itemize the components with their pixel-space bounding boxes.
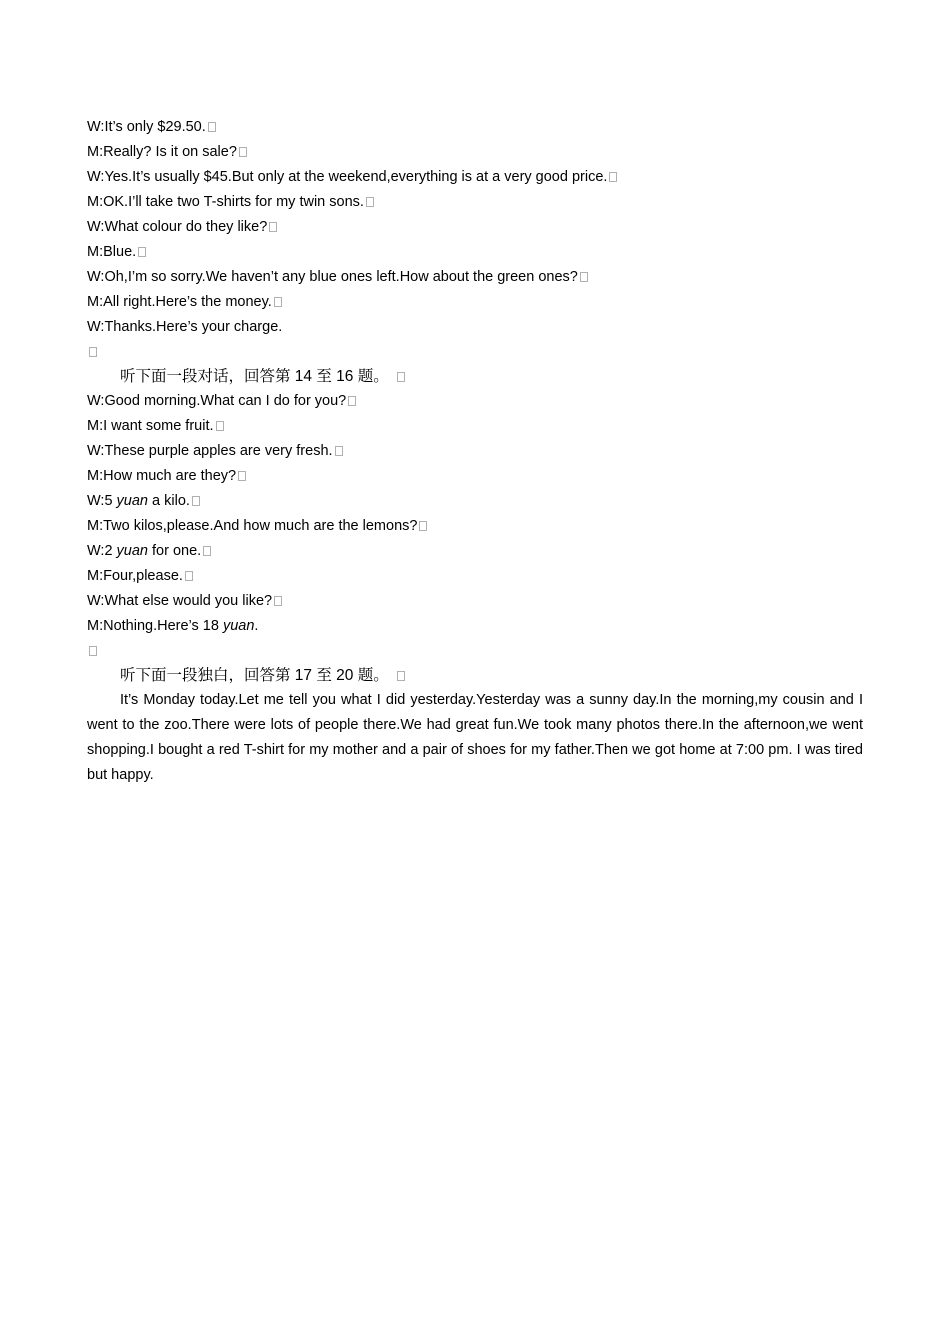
dialogue-line: W:It’s only $29.50.: [87, 115, 863, 140]
section-heading: 听下面一段独白，回答第 17 至 20 题。: [87, 663, 863, 688]
placeholder-box-icon: [274, 297, 282, 307]
placeholder-box-icon: [208, 122, 216, 132]
dialogue-line: M:Nothing.Here’s 18 yuan.: [87, 618, 259, 634]
dialogue-line: W:2 yuan for one.: [87, 539, 863, 564]
empty-line: [87, 340, 863, 364]
document-body: [87, 115, 863, 788]
dialogue-line: W:What else would you like?: [87, 589, 863, 614]
section-heading: 听下面一段对话，回答第 14 至 16 题。: [87, 364, 863, 389]
monologue-paragraph: It’s Monday today.Let me tell you what I did yesterday.Yesterday was a sunny day.In the morning,my cousin and I went to the zoo.There were lots of people there.We had great fun.We took many photos there.In the afternoon,we went shopping.I bought a red T-shirt for my mother and a pair of shoes for my father.Then we got home at 7:00 pm. I was tired but happy.: [87, 692, 863, 783]
placeholder-box-icon: [89, 347, 97, 357]
placeholder-box-icon: [609, 172, 617, 182]
empty-line: [87, 639, 863, 663]
placeholder-box-icon: [138, 247, 146, 257]
placeholder-box-icon: [419, 521, 427, 531]
placeholder-box-icon: [239, 147, 247, 157]
placeholder-box-icon: [366, 197, 374, 207]
dialogue-line: M:Blue.: [87, 240, 863, 265]
placeholder-box-icon: [185, 571, 193, 581]
placeholder-box-icon: [203, 546, 211, 556]
dialogue-line: M:Four,please.: [87, 564, 863, 589]
dialogue-line: W:Thanks.Here’s your charge.: [87, 319, 283, 335]
dialogue-line: M:How much are they?: [87, 464, 863, 489]
placeholder-box-icon: [274, 596, 282, 606]
dialogue-line: W:Good morning.What can I do for you?: [87, 389, 863, 414]
placeholder-box-icon: [397, 372, 405, 382]
placeholder-box-icon: [335, 446, 343, 456]
dialogue-line: M:Really? Is it on sale?: [87, 140, 863, 165]
dialogue-line: W:These purple apples are very fresh.: [87, 439, 863, 464]
dialogue-line: M:All right.Here’s the money.: [87, 290, 863, 315]
placeholder-box-icon: [397, 671, 405, 681]
dialogue-line: W:What colour do they like?: [87, 215, 863, 240]
placeholder-box-icon: [216, 421, 224, 431]
placeholder-box-icon: [89, 646, 97, 656]
dialogue-line: W:Oh,I’m so sorry.We haven’t any blue ones left.How about the green ones?: [87, 265, 863, 290]
dialogue-line: M:I want some fruit.: [87, 414, 863, 439]
dialogue-line: W:Yes.It’s usually $45.But only at the weekend,everything is at a very good price.: [87, 165, 863, 190]
dialogue-line: M:OK.I’ll take two T-shirts for my twin sons.: [87, 190, 863, 215]
placeholder-box-icon: [192, 496, 200, 506]
placeholder-box-icon: [269, 222, 277, 232]
dialogue-line: M:Two kilos,please.And how much are the lemons?: [87, 514, 863, 539]
placeholder-box-icon: [580, 272, 588, 282]
dialogue-line: W:5 yuan a kilo.: [87, 489, 863, 514]
placeholder-box-icon: [238, 471, 246, 481]
placeholder-box-icon: [348, 396, 356, 406]
